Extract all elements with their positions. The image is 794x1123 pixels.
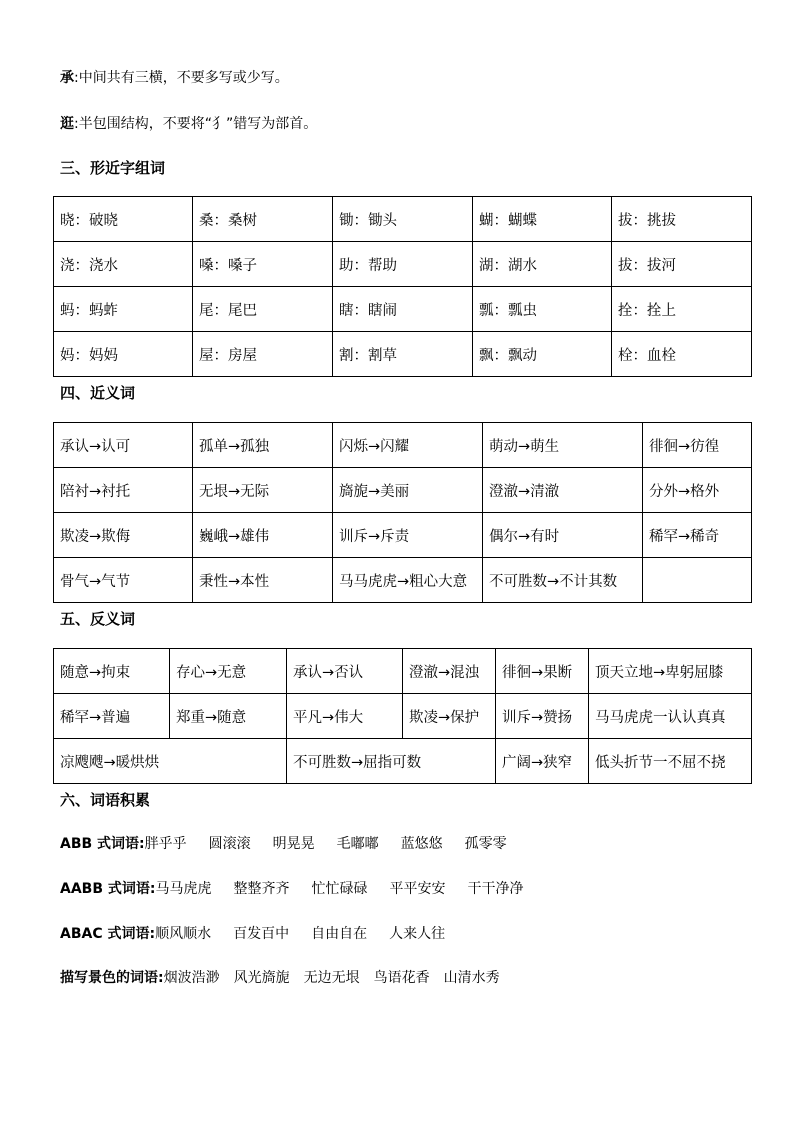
word: 毛嘟嘟 xyxy=(336,836,379,852)
table-cell: 拔：挑拔 xyxy=(612,197,752,242)
table-cell: 凉飕飕→暖烘烘 xyxy=(54,739,287,784)
table-cell: 尾：尾巴 xyxy=(193,287,333,332)
table-cell: 秉性→本性 xyxy=(193,558,333,603)
word-group-label: AABB 式词语: xyxy=(60,881,156,897)
table-cell: 锄：锄头 xyxy=(333,197,473,242)
table-cell: 徘徊→果断 xyxy=(496,649,589,694)
word: 顺风顺水 xyxy=(155,926,212,942)
table-cell: 承认→认可 xyxy=(54,423,193,468)
table-row xyxy=(54,332,752,377)
word: 平平安安 xyxy=(389,881,446,897)
word-group-label: ABAC 式词语: xyxy=(60,926,156,942)
table-cell: 陪衬→衬托 xyxy=(54,468,193,513)
table-row xyxy=(54,649,752,694)
table-cell: 徘徊→彷徨 xyxy=(643,423,752,468)
note-text: :中间共有三横，不要多写或少写。 xyxy=(74,70,289,86)
table-cell: 桑：桑树 xyxy=(193,197,333,242)
word: 干干净净 xyxy=(467,881,524,897)
table-cell: 马马虎虎一认认真真 xyxy=(589,694,752,739)
antonyms-table xyxy=(53,648,752,784)
table-cell: 拴：拴上 xyxy=(612,287,752,332)
table-cell: 不可胜数→屈指可数 xyxy=(287,739,496,784)
table-cell: 低头折节一不屈不挠 xyxy=(589,739,752,784)
word: 无边无垠 xyxy=(303,970,360,986)
table-row xyxy=(54,558,752,603)
table-cell: 蚂：蚂蚱 xyxy=(54,287,193,332)
word: 胖乎乎 xyxy=(144,836,187,852)
table-cell: 偶尔→有时 xyxy=(483,513,643,558)
table-row xyxy=(54,423,752,468)
table-cell: 稀罕→稀奇 xyxy=(643,513,752,558)
table-cell: 马马虎虎→粗心大意 xyxy=(333,558,483,603)
table-cell: 承认→否认 xyxy=(287,649,403,694)
word-group xyxy=(60,879,523,899)
word: 蓝悠悠 xyxy=(400,836,443,852)
table-cell xyxy=(643,558,752,603)
table-cell: 顶天立地→卑躬屈膝 xyxy=(589,649,752,694)
table-cell: 澄澈→混浊 xyxy=(403,649,496,694)
table-cell: 随意→拘束 xyxy=(54,649,170,694)
table-cell: 蝴：蝴蝶 xyxy=(473,197,612,242)
table-cell: 旖旎→美丽 xyxy=(333,468,483,513)
table-cell: 郑重→随意 xyxy=(170,694,287,739)
table-cell: 孤单→孤独 xyxy=(193,423,333,468)
table-cell: 欺凌→欺侮 xyxy=(54,513,193,558)
section-heading: 三、形近字组词 xyxy=(60,159,166,177)
table-cell: 训斥→赞扬 xyxy=(496,694,589,739)
word: 圆滚滚 xyxy=(208,836,251,852)
table-cell: 骨气→气节 xyxy=(54,558,193,603)
similar-chars-table xyxy=(53,196,752,377)
table-row xyxy=(54,513,752,558)
note-line xyxy=(60,114,317,134)
note-line xyxy=(60,68,289,88)
word-group-label: ABB 式词语: xyxy=(60,836,145,852)
table-cell: 湖：湖水 xyxy=(473,242,612,287)
table-cell: 无垠→无际 xyxy=(193,468,333,513)
table-cell: 屋：房屋 xyxy=(193,332,333,377)
word: 忙忙碌碌 xyxy=(311,881,368,897)
table-cell: 拔：拔河 xyxy=(612,242,752,287)
table-cell: 训斥→斥责 xyxy=(333,513,483,558)
table-cell: 萌动→萌生 xyxy=(483,423,643,468)
table-cell: 澄澈→清澈 xyxy=(483,468,643,513)
table-cell: 瞎：瞎闹 xyxy=(333,287,473,332)
table-cell: 妈：妈妈 xyxy=(54,332,193,377)
table-cell: 闪烁→闪耀 xyxy=(333,423,483,468)
word: 整整齐齐 xyxy=(233,881,290,897)
word: 山清水秀 xyxy=(443,970,500,986)
table-row xyxy=(54,739,752,784)
table-cell: 欺凌→保护 xyxy=(403,694,496,739)
word-group xyxy=(60,924,445,944)
note-char: 承 xyxy=(60,70,74,86)
table-cell: 分外→格外 xyxy=(643,468,752,513)
section-heading: 六、词语积累 xyxy=(60,791,151,809)
table-row xyxy=(54,242,752,287)
note-char: 逛 xyxy=(60,116,74,132)
word-group-label: 描写景色的词语: xyxy=(60,970,164,986)
table-cell: 割：割草 xyxy=(333,332,473,377)
word: 风光旖旎 xyxy=(233,970,290,986)
table-cell: 广阔→狭窄 xyxy=(496,739,589,784)
table-row xyxy=(54,287,752,332)
word: 明晃晃 xyxy=(272,836,315,852)
table-cell: 平凡→伟大 xyxy=(287,694,403,739)
note-text: :半包围结构，不要将“犭”错写为部首。 xyxy=(74,116,318,132)
section-heading: 四、近义词 xyxy=(60,384,136,402)
table-cell: 巍峨→雄伟 xyxy=(193,513,333,558)
word: 自由自在 xyxy=(311,926,368,942)
table-row xyxy=(54,694,752,739)
word: 烟波浩渺 xyxy=(163,970,220,986)
table-cell: 助：帮助 xyxy=(333,242,473,287)
table-cell: 浇：浇水 xyxy=(54,242,193,287)
word: 人来人往 xyxy=(389,926,446,942)
word: 鸟语花香 xyxy=(373,970,430,986)
table-cell: 瓢：瓢虫 xyxy=(473,287,612,332)
word-group xyxy=(60,834,507,854)
word-group xyxy=(60,968,500,988)
synonyms-table xyxy=(53,422,752,603)
table-row xyxy=(54,468,752,513)
section-heading: 五、反义词 xyxy=(60,610,136,628)
word: 马马虎虎 xyxy=(155,881,212,897)
table-cell: 稀罕→普遍 xyxy=(54,694,170,739)
table-cell: 不可胜数→不计其数 xyxy=(483,558,643,603)
word: 孤零零 xyxy=(464,836,507,852)
table-cell: 存心→无意 xyxy=(170,649,287,694)
table-cell: 晓：破晓 xyxy=(54,197,193,242)
table-cell: 嗓：嗓子 xyxy=(193,242,333,287)
table-row xyxy=(54,197,752,242)
word: 百发百中 xyxy=(233,926,290,942)
table-cell: 飘：飘动 xyxy=(473,332,612,377)
table-cell: 栓：血栓 xyxy=(612,332,752,377)
